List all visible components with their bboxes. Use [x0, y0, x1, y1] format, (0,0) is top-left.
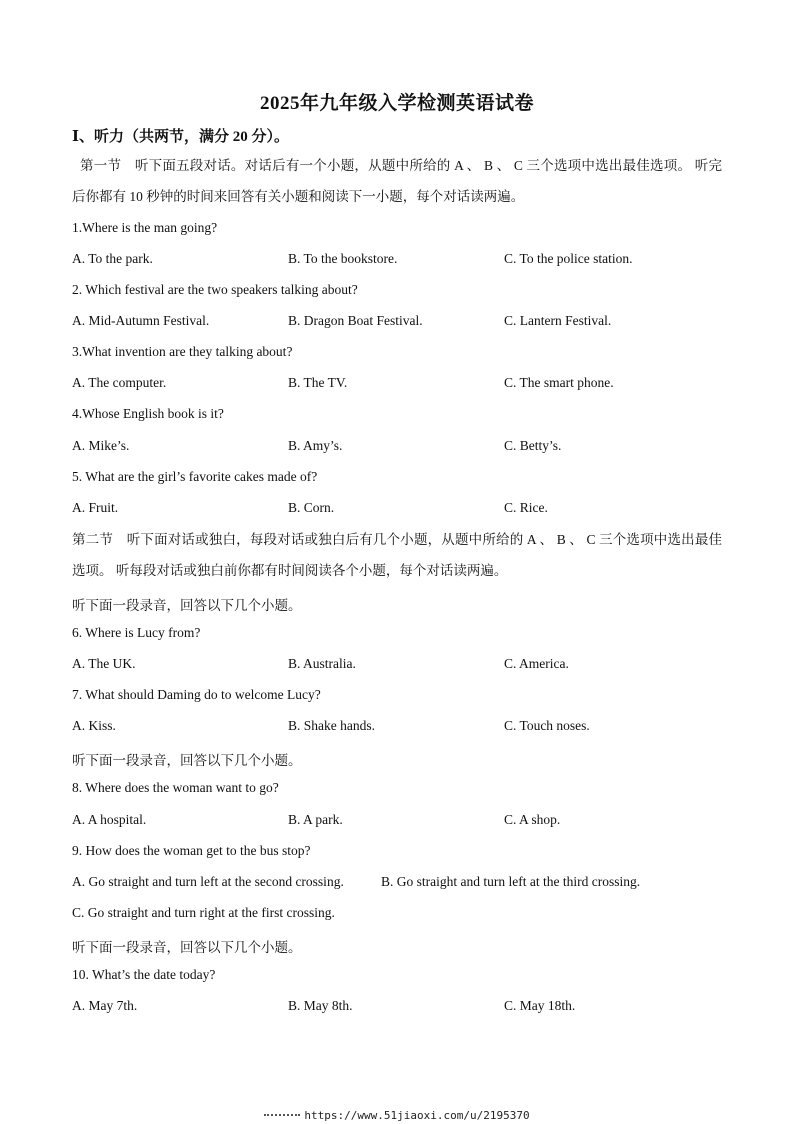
option-a: A. Fruit. [72, 500, 119, 515]
option-c: C. Betty’s. [504, 438, 562, 453]
option-b: B. A park. [288, 812, 343, 827]
option-b: B. To the bookstore. [288, 251, 398, 266]
option-b: B. Australia. [288, 656, 356, 671]
option-a: A. To the park. [72, 251, 153, 266]
option-c: C. America. [504, 656, 569, 671]
footer-watermark [0, 1109, 794, 1122]
option-a: A. The UK. [72, 656, 136, 671]
option-c: C. May 18th. [504, 998, 576, 1013]
question-text: 9. How does the woman get to the bus stop? [72, 843, 311, 858]
section-heading: Ⅰ、听力（共两节，满分 20 分）。 [72, 129, 290, 145]
option-c: C. Touch noses. [504, 718, 590, 733]
option-c: C. The smart phone. [504, 375, 614, 390]
option-c: C. A shop. [504, 812, 561, 827]
listen-prompt: 听下面一段录音，回答以下几个小题。 [72, 753, 302, 768]
option-a: A. Go straight and turn left at the second crossing. [72, 874, 344, 889]
part1-instructions: 第一节 听下面五段对话。对话后有一个小题，从题中所给的 A 、 B 、 C 三个选项中选出最佳选项。 听完后你都有 10 秒钟的时间来回答有关小题和阅读下一小题，每个对话读两遍。 [72, 158, 722, 204]
option-c: C. To the police station. [504, 251, 633, 266]
option-c: C. Lantern Festival. [504, 313, 612, 328]
question-text: 5. What are the girl’s favorite cakes made of? [72, 469, 318, 484]
option-a: A. The computer. [72, 375, 167, 390]
question-text: 7. What should Daming do to welcome Lucy? [72, 687, 321, 702]
option-b: B. Go straight and turn left at the third crossing. [381, 874, 641, 889]
option-b: B. Dragon Boat Festival. [288, 313, 423, 328]
question-text: 4.Whose English book is it? [72, 406, 224, 421]
listen-prompt: 听下面一段录音，回答以下几个小题。 [72, 940, 302, 955]
option-b: B. The TV. [288, 375, 348, 390]
option-a: A. May 7th. [72, 998, 138, 1013]
question-text: 10. What’s the date today? [72, 967, 216, 982]
part2-instructions: 第二节 听下面对话或独白，每段对话或独白后有几个小题，从题中所给的 A 、 B 、 C 三个选项中选出最佳选项。 听每段对话或独白前你都有时间阅读各个小题，每个对话读两遍。 [72, 532, 722, 578]
footer-url-link[interactable]: https://www.51jiaoxi.com/u/2195370 [304, 1109, 530, 1122]
option-a: A. Mike’s. [72, 438, 130, 453]
option-b: B. Amy’s. [288, 438, 343, 453]
watermark-logo-icon [264, 1114, 300, 1118]
option-a: A. Kiss. [72, 718, 116, 733]
question-text: 6. Where is Lucy from? [72, 625, 201, 640]
option-b: B. May 8th. [288, 998, 353, 1013]
question-text: 3.What invention are they talking about? [72, 344, 293, 359]
option-a: A. Mid-Autumn Festival. [72, 313, 210, 328]
question-text: 8. Where does the woman want to go? [72, 780, 279, 795]
option-c: C. Rice. [504, 500, 548, 515]
option-a: A. A hospital. [72, 812, 147, 827]
option-c: C. Go straight and turn right at the first crossing. [72, 905, 335, 920]
option-b: B. Shake hands. [288, 718, 375, 733]
option-b: B. Corn. [288, 500, 335, 515]
question-text: 1.Where is the man going? [72, 220, 218, 235]
listen-prompt: 听下面一段录音，回答以下几个小题。 [72, 598, 302, 613]
question-text: 2. Which festival are the two speakers talking about? [72, 282, 358, 297]
page-title: 2025年九年级入学检测英语试卷 [259, 93, 534, 114]
